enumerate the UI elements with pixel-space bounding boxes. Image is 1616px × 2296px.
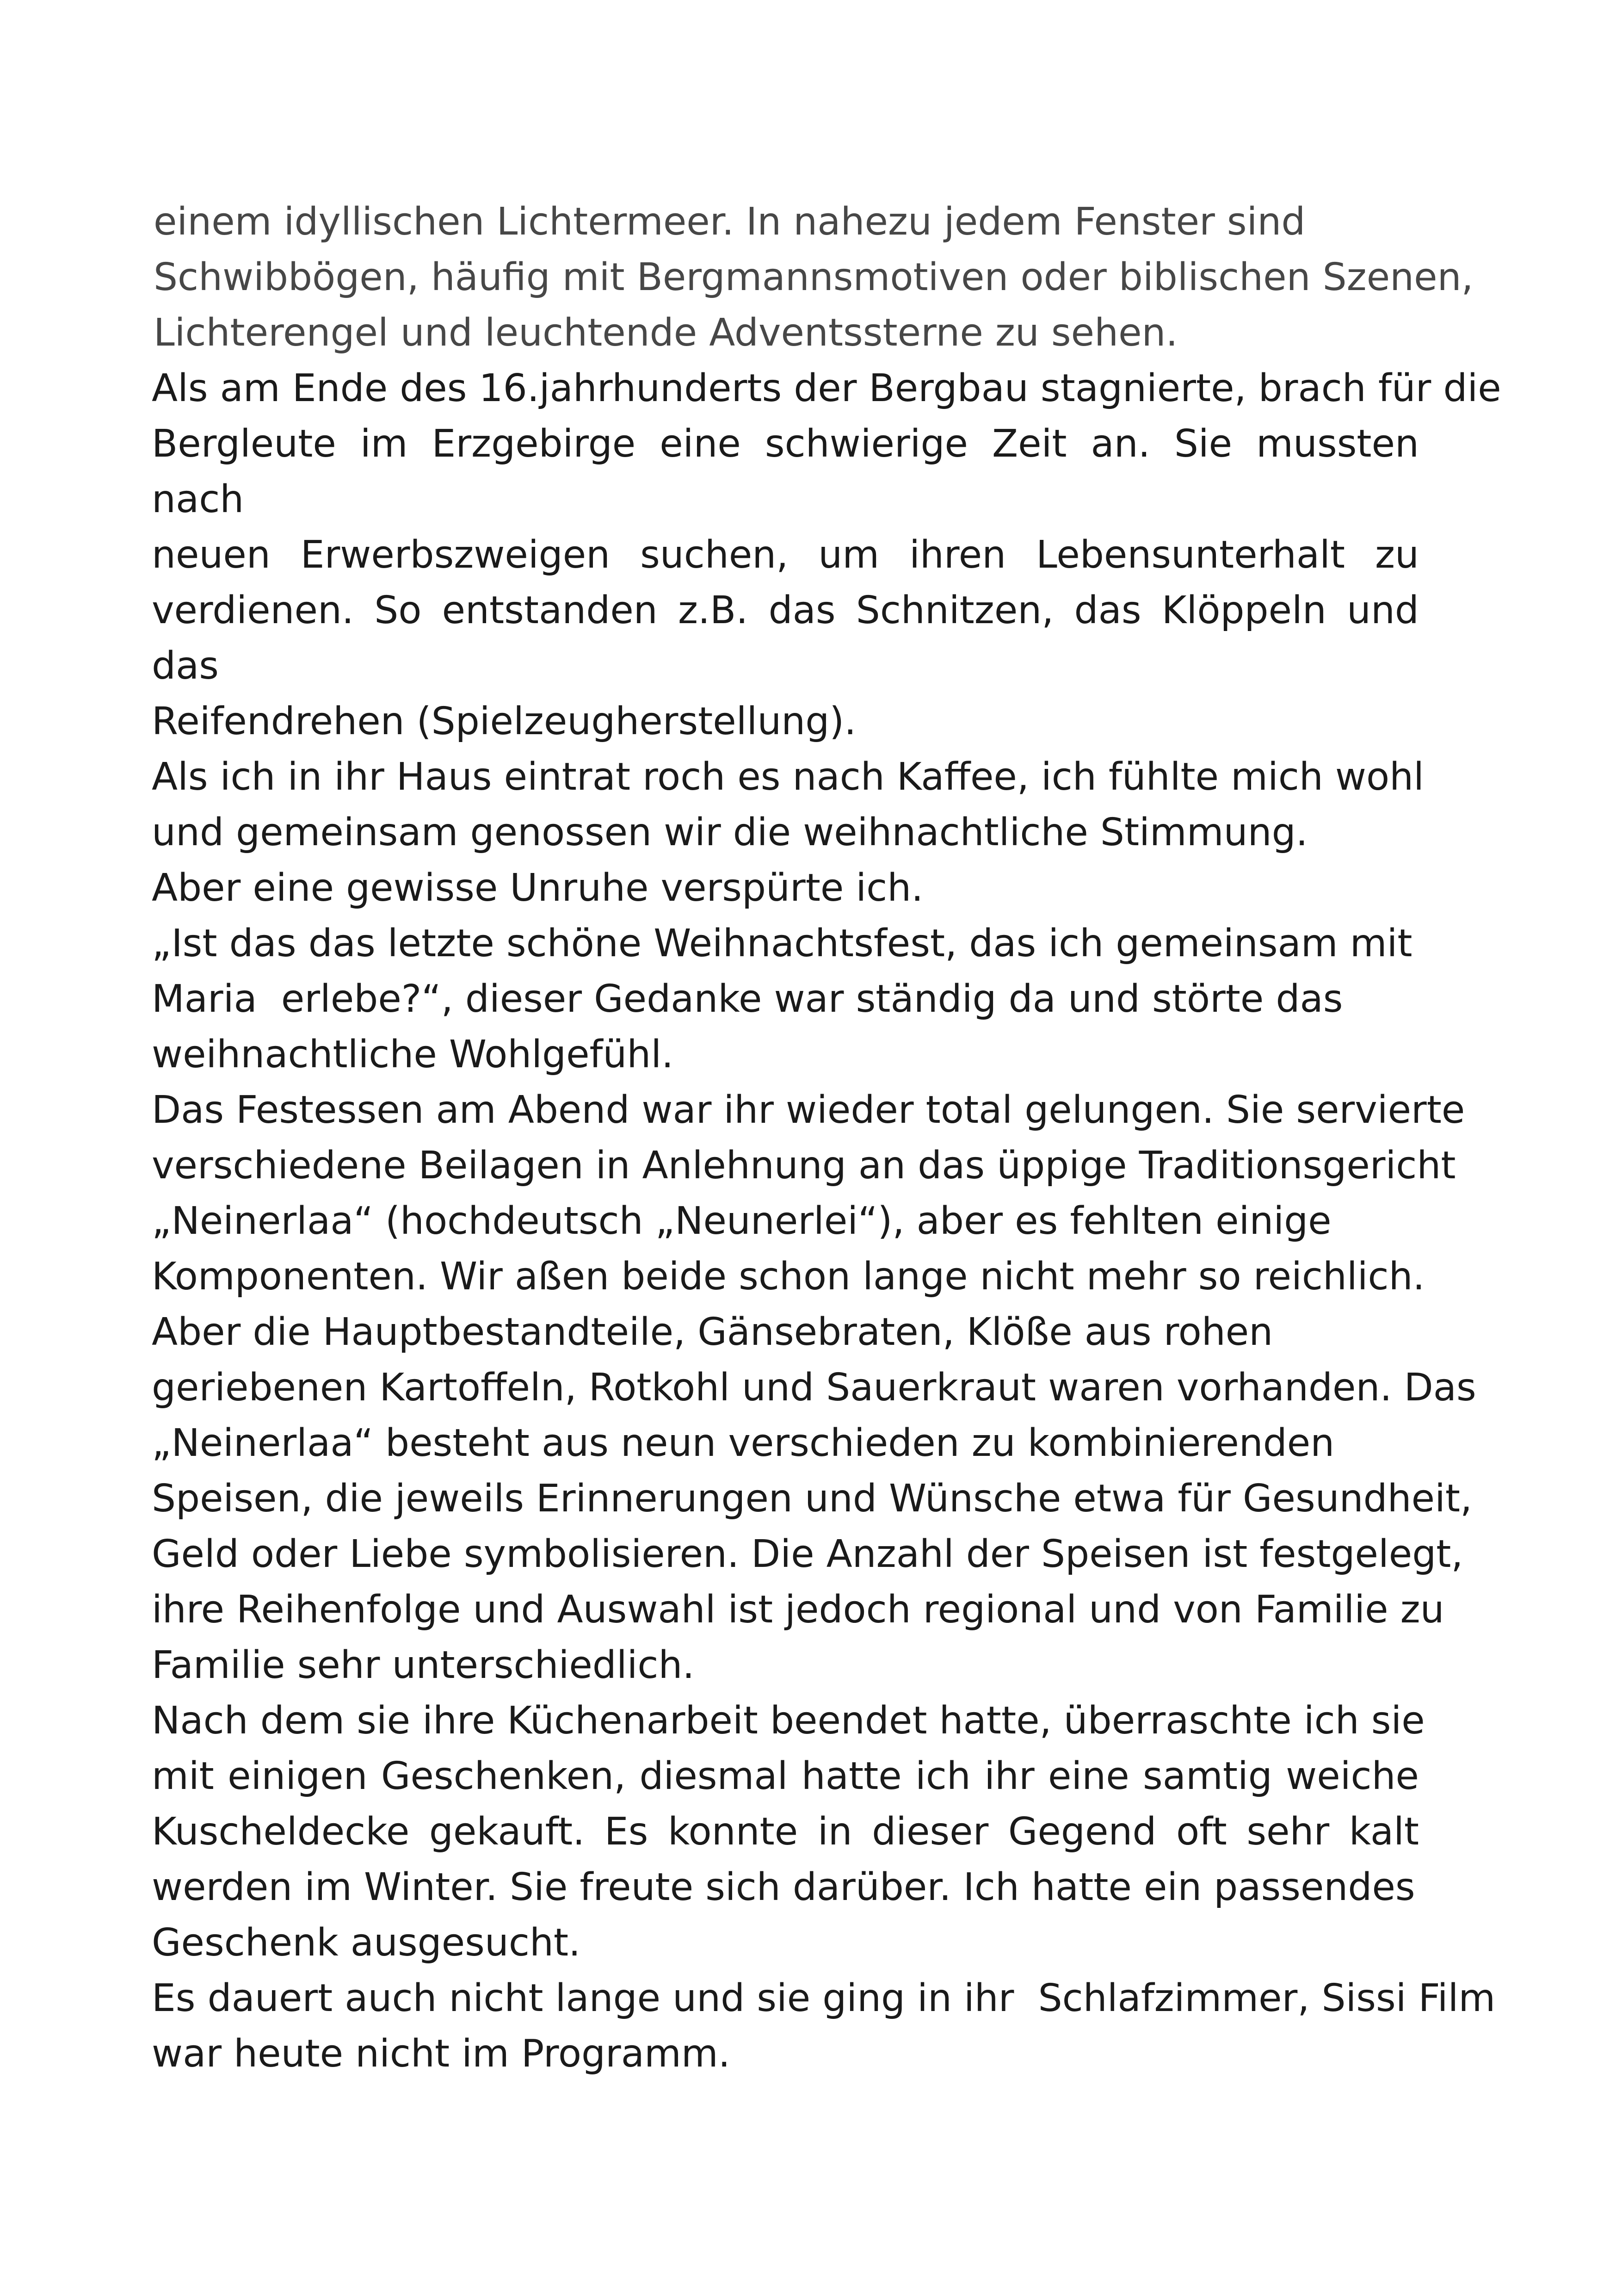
text-line: Lichterengel und leuchtende Adventssterne zu sehen. <box>154 311 1178 355</box>
text-line: werden im Winter. Sie freute sich darüber. Ich hatte ein passendes <box>152 1865 1415 1909</box>
text-line: war heute nicht im Programm. <box>152 2032 730 2076</box>
text-line: „Ist das das letzte schöne Weihnachtsfest, das ich gemeinsam mit <box>152 922 1412 965</box>
paragraph-4 <box>152 860 1419 916</box>
text-line: Aber eine gewisse Unruhe verspürte ich. <box>152 866 924 910</box>
text-line: Als am Ende des 16.jahrhunderts der Bergbau stagnierte, brach für die <box>152 366 1501 410</box>
text-line: Kuscheldecke gekauft. Es konnte in dieser Gegend oft sehr kalt <box>152 1810 1419 1854</box>
text-line: Als ich in ihr Haus eintrat roch es nach Kaffee, ich fühlte mich wohl <box>152 755 1424 799</box>
text-line: einem idyllischen Lichtermeer. In nahezu jedem Fenster sind <box>154 200 1306 244</box>
text-line: „Neinerlaa“ besteht aus neun verschieden zu kombinierenden <box>152 1421 1335 1465</box>
text-line: Speisen, die jeweils Erinnerungen und Wünsche etwa für Gesundheit, <box>152 1477 1473 1521</box>
text-line: verschiedene Beilagen in Anlehnung an das üppige Traditionsgericht <box>152 1144 1456 1188</box>
text-line: mit einigen Geschenken, diesmal hatte ich ihr eine samtig weiche <box>152 1754 1419 1798</box>
text-line: neuen Erwerbszweigen suchen, um ihren Lebensunterhalt zu <box>152 533 1419 577</box>
text-line: Geld oder Liebe symbolisieren. Die Anzahl der Speisen ist festgelegt, <box>152 1532 1463 1576</box>
text-line: Das Festessen am Abend war ihr wieder total gelungen. Sie servierte <box>152 1088 1465 1132</box>
text-line: Geschenk ausgesucht. <box>152 1921 581 1965</box>
text-line: Komponenten. Wir aßen beide schon lange nicht mehr so reichlich. <box>152 1255 1425 1299</box>
text-line: „Neinerlaa“ (hochdeutsch „Neunerlei“), aber es fehlten einige <box>152 1199 1332 1243</box>
paragraph-8 <box>152 1971 1496 2082</box>
text-line: ihre Reihenfolge und Auswahl ist jedoch regional und von Familie zu <box>152 1588 1444 1632</box>
text-line: Maria erlebe?“, dieser Gedanke war ständig da und störte das <box>152 977 1343 1021</box>
paragraph-3 <box>152 749 1424 860</box>
text-line: und gemeinsam genossen wir die weihnachtliche Stimmung. <box>152 811 1308 854</box>
text-line: Nach dem sie ihre Küchenarbeit beendet hatte, überraschte ich sie <box>152 1699 1425 1743</box>
text-line: Familie sehr unterschiedlich. <box>152 1643 695 1687</box>
paragraph-6 <box>152 1083 1476 1693</box>
paragraph-5 <box>152 916 1419 1083</box>
paragraph-7 <box>152 1693 1425 1971</box>
text-line: Aber die Hauptbestandteile, Gänsebraten, Klöße aus rohen <box>152 1310 1273 1354</box>
text-line: Schwibbögen, häufig mit Bergmannsmotiven oder biblischen Szenen, <box>154 255 1474 299</box>
document-body <box>152 194 1501 2082</box>
text-line: weihnachtliche Wohlgefühl. <box>152 1033 674 1077</box>
paragraph-2 <box>152 361 1501 749</box>
text-line: geriebenen Kartoffeln, Rotkohl und Sauerkraut waren vorhanden. Das <box>152 1366 1476 1410</box>
text-line: verdienen. So entstanden z.B. das Schnitzen, das Klöppeln und das <box>152 588 1419 688</box>
text-line: Es dauert auch nicht lange und sie ging in ihr Schlafzimmer, Sissi Film <box>152 1976 1496 2020</box>
text-line: Reifendrehen (Spielzeugherstellung). <box>152 699 857 743</box>
paragraph-1 <box>154 194 1474 361</box>
text-line: Bergleute im Erzgebirge eine schwierige Zeit an. Sie mussten nach <box>152 422 1419 521</box>
